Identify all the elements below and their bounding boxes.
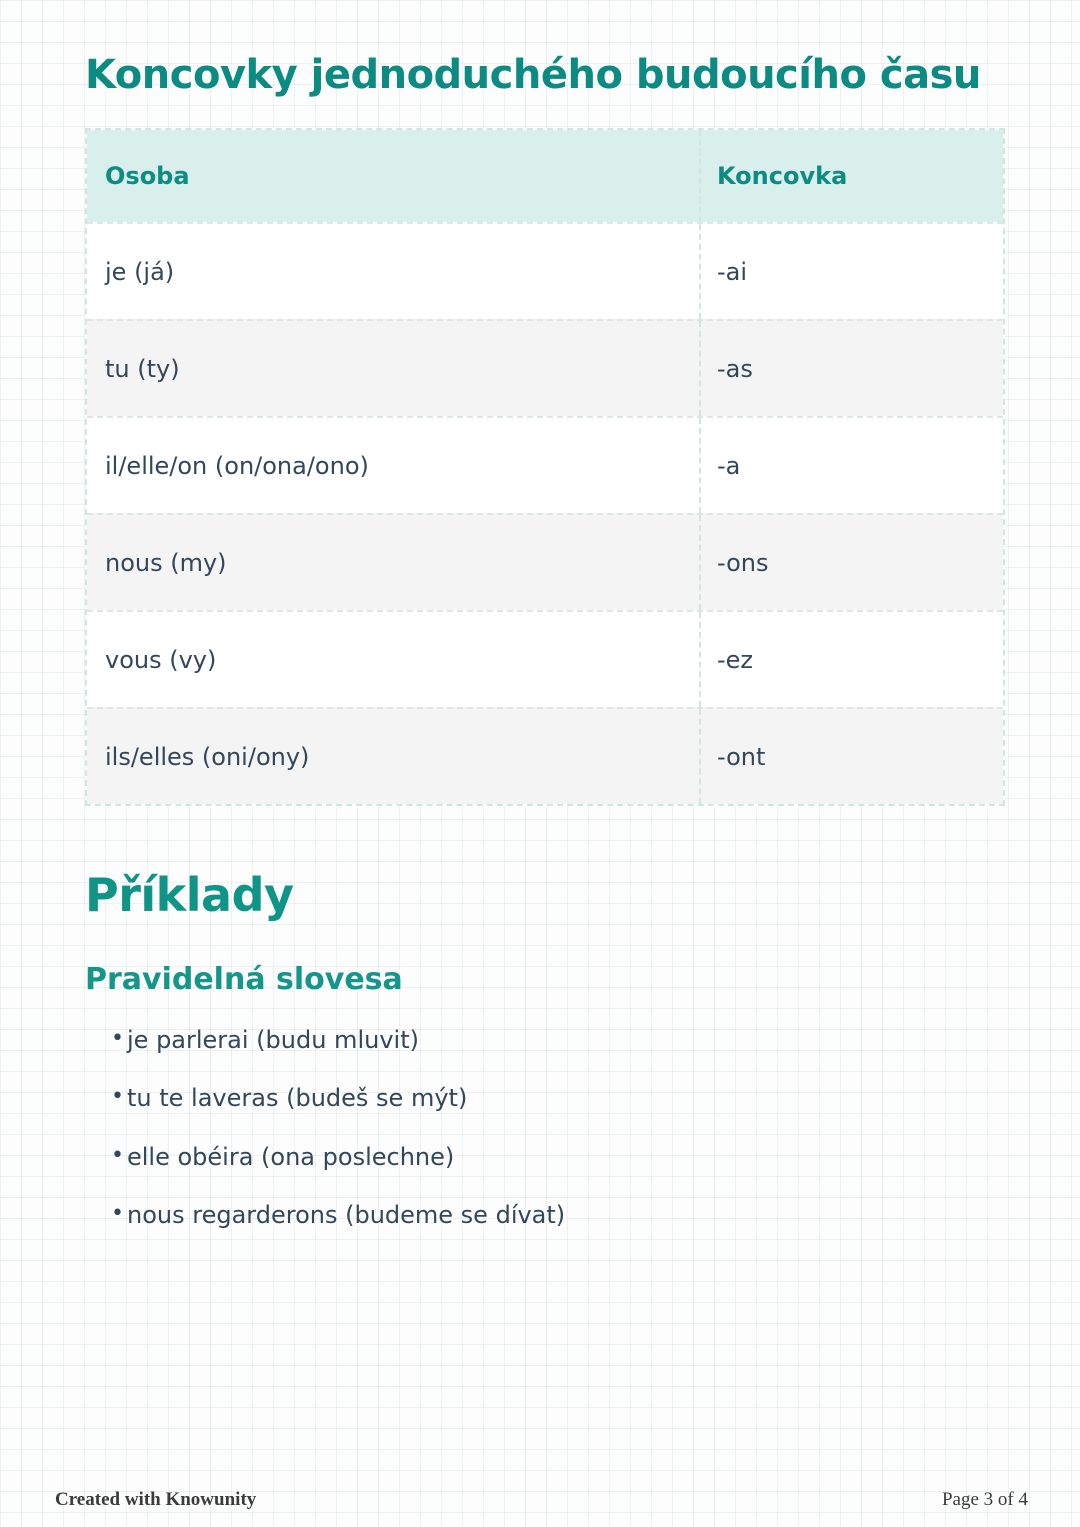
- ending-cell: -ai: [717, 257, 748, 286]
- ending-cell: -ons: [717, 548, 769, 577]
- table-header-osoba: Osoba: [87, 130, 701, 222]
- examples-heading: Příklady: [85, 868, 294, 922]
- table-row: [87, 416, 1003, 513]
- ending-cell: -as: [717, 354, 753, 383]
- page-title: Koncovky jednoduchého budoucího času: [85, 52, 981, 98]
- table-row: [87, 222, 1003, 319]
- table-row: [87, 610, 1003, 707]
- bullet-item: • elle obéira (ona poslechne): [85, 1144, 1005, 1170]
- bullet-item: • tu te laveras (budeš se mýt): [85, 1085, 1005, 1111]
- person-cell: nous (my): [87, 515, 701, 610]
- table-header-row: [87, 130, 1003, 222]
- ending-cell: -a: [717, 451, 741, 480]
- bullet-item: • je parlerai (budu mluvit): [85, 1027, 1005, 1053]
- table-row: [87, 513, 1003, 610]
- person-cell: vous (vy): [87, 612, 701, 707]
- examples-list: [85, 1027, 1005, 1229]
- person-cell: tu (ty): [87, 321, 701, 416]
- bullet-item: • nous regarderons (budeme se dívat): [85, 1202, 1005, 1228]
- person-cell: ils/elles (oni/ony): [87, 709, 701, 804]
- table-row: [87, 707, 1003, 804]
- page-footer: [0, 1489, 1080, 1511]
- table-header-koncovka: Koncovka: [717, 162, 848, 190]
- ending-cell: -ez: [717, 645, 754, 674]
- footer-page-number: Page 3 of 4: [941, 1489, 1028, 1510]
- endings-table: [85, 128, 1005, 806]
- ending-cell: -ont: [717, 742, 766, 771]
- footer-branding: Created with Knowunity: [55, 1489, 257, 1510]
- regular-verbs-heading: Pravidelná slovesa: [85, 962, 403, 997]
- table-row: [87, 319, 1003, 416]
- person-cell: il/elle/on (on/ona/ono): [87, 418, 701, 513]
- person-cell: je (já): [87, 224, 701, 319]
